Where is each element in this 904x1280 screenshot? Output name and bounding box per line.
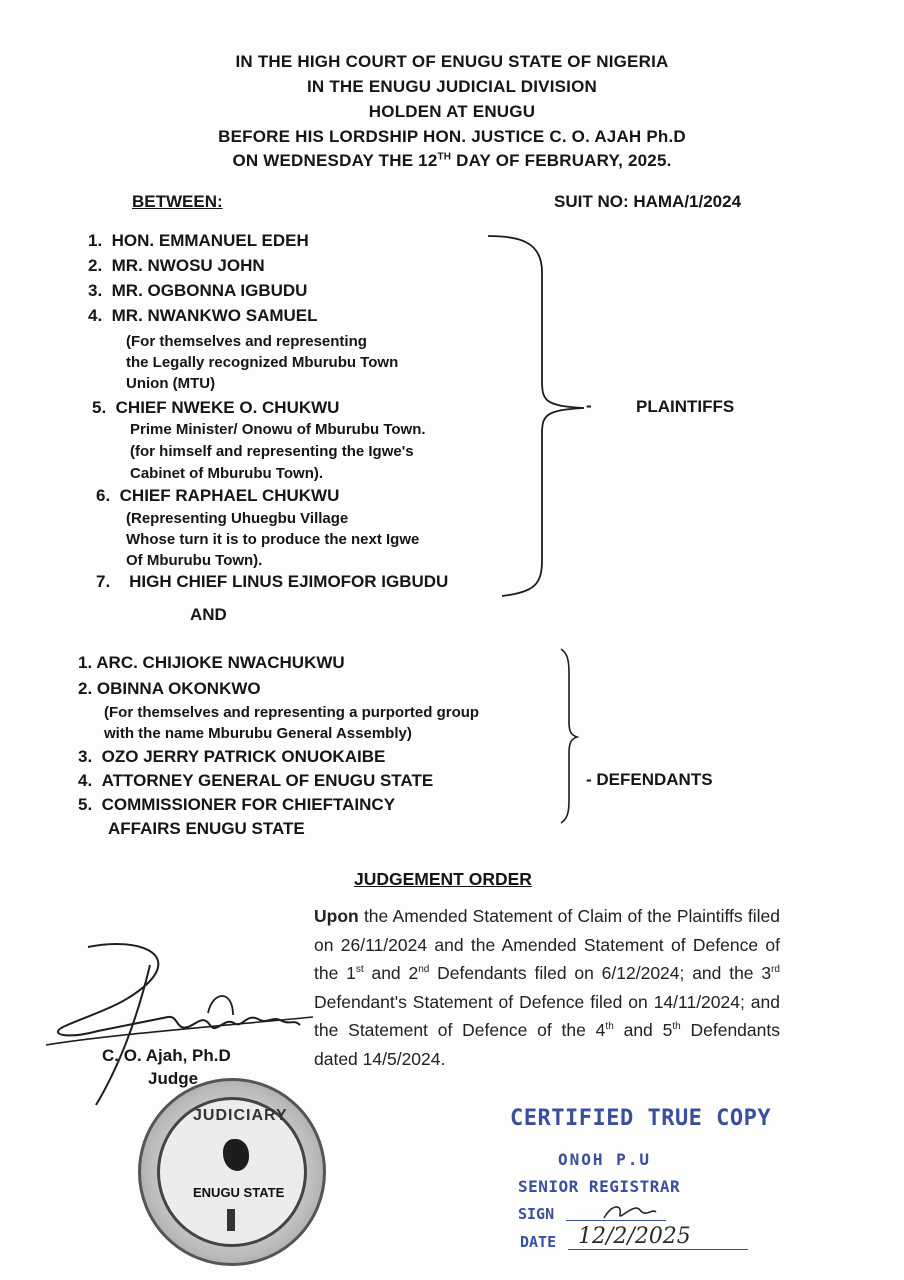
plaintiff-6-note-line: Of Mburubu Town). (126, 552, 263, 569)
seal-figure-icon (227, 1209, 235, 1231)
plaintiff-1: 1. HON. EMMANUEL EDEH (88, 231, 309, 250)
registrar-signature (600, 1198, 660, 1226)
plaintiff-5: 5. CHIEF NWEKE O. CHUKWU (92, 398, 340, 417)
date-line: ON WEDNESDAY THE 12TH DAY OF FEBRUARY, 2025. (232, 151, 672, 170)
plaintiffs-label: PLAINTIFFS (636, 397, 735, 416)
stamp-role: SENIOR REGISTRAR (518, 1177, 681, 1196)
plaintiff-4-note-line: (For themselves and representing (126, 333, 367, 350)
stamp-name: ONOH P.U (558, 1150, 652, 1169)
judge-line: BEFORE HIS LORDSHIP HON. JUSTICE C. O. AJAH Ph.D (218, 127, 686, 146)
defendants-label: - DEFENDANTS (586, 770, 713, 789)
stamp-sign-label: SIGN (518, 1205, 555, 1223)
plaintiff-6-note-line: Whose turn it is to produce the next Igwe (126, 531, 420, 548)
holden-line: HOLDEN AT ENUGU (368, 102, 536, 121)
plaintiff-5-note-line: Prime Minister/ Onowu of Mburubu Town. (130, 421, 426, 438)
plaintiff-6-note-line: (Representing Uhuegbu Village (126, 510, 349, 527)
plaintiffs-brace (480, 230, 610, 602)
defendant-3: 3. OZO JERRY PATRICK ONUOKAIBE (78, 747, 386, 766)
stamp-date-line (568, 1249, 748, 1250)
defendant-1: 1. ARC. CHIJIOKE NWACHUKWU (78, 653, 345, 672)
defendant-2-note-line: with the name Mburubu General Assembly) (104, 725, 412, 742)
plaintiff-4: 4. MR. NWANKWO SAMUEL (88, 306, 318, 325)
judgement-title: JUDGEMENT ORDER (354, 869, 532, 889)
defendants-brace (555, 645, 585, 825)
plaintiff-3: 3. MR. OGBONNA IGBUDU (88, 281, 308, 300)
plaintiff-6: 6. CHIEF RAPHAEL CHUKWU (96, 486, 340, 505)
judge-name: C. O. Ajah, Ph.D (102, 1046, 231, 1065)
suit-number: SUIT NO: HAMA/1/2024 (554, 192, 742, 211)
defendant-2: 2. OBINNA OKONKWO (78, 679, 261, 698)
plaintiff-7: 7. HIGH CHIEF LINUS EJIMOFOR IGBUDU (96, 572, 449, 591)
defendant-4: 4. ATTORNEY GENERAL OF ENUGU STATE (78, 771, 434, 790)
defendant-2-note-line: (For themselves and representing a purported group (104, 704, 480, 721)
seal-center-text: ENUGU STATE (193, 1185, 285, 1200)
plaintiff-5-note-line: Cabinet of Mburubu Town). (130, 465, 324, 482)
between-label: BETWEEN: (132, 192, 223, 211)
defendant-5-cont: AFFAIRS ENUGU STATE (108, 819, 305, 838)
stamp-date-label: DATE (520, 1233, 557, 1251)
enugu-map-icon (223, 1139, 249, 1171)
defendant-5: 5. COMMISSIONER FOR CHIEFTAINCY (78, 795, 396, 814)
judge-title: Judge (148, 1069, 199, 1088)
plaintiff-5-note-line: (for himself and representing the Igwe's (130, 443, 414, 460)
plaintiff-4-note-line: the Legally recognized Mburubu Town (126, 354, 399, 371)
stamp-date-value: 12/2/2025 (578, 1224, 691, 1249)
seal-top-text: JUDICIARY (193, 1107, 288, 1124)
plaintiff-4-note-line: Union (MTU) (126, 375, 216, 392)
court-line: IN THE HIGH COURT OF ENUGU STATE OF NIGERIA (235, 52, 669, 71)
plaintiffs-dash: - (586, 396, 592, 415)
stamp-title: CERTIFIED TRUE COPY (510, 1106, 772, 1131)
plaintiff-2: 2. MR. NWOSU JOHN (88, 256, 265, 275)
division-line: IN THE ENUGU JUDICIAL DIVISION (307, 77, 597, 96)
judgement-paragraph: Upon the Amended Statement of Claim of the Plaintiffs filed on 26/11/2024 and the Amended Statement of Defence of the 1st and 2nd Defendants filed on 6/12/2024; and the 3rd Defendant's Statement of Defence filed on 14/11/2024; and the Statement of Defence of the 4th and 5th Defendants dated 14/5/2024. (314, 906, 780, 1069)
court-seal (138, 1078, 326, 1266)
and-label: AND (190, 605, 227, 624)
